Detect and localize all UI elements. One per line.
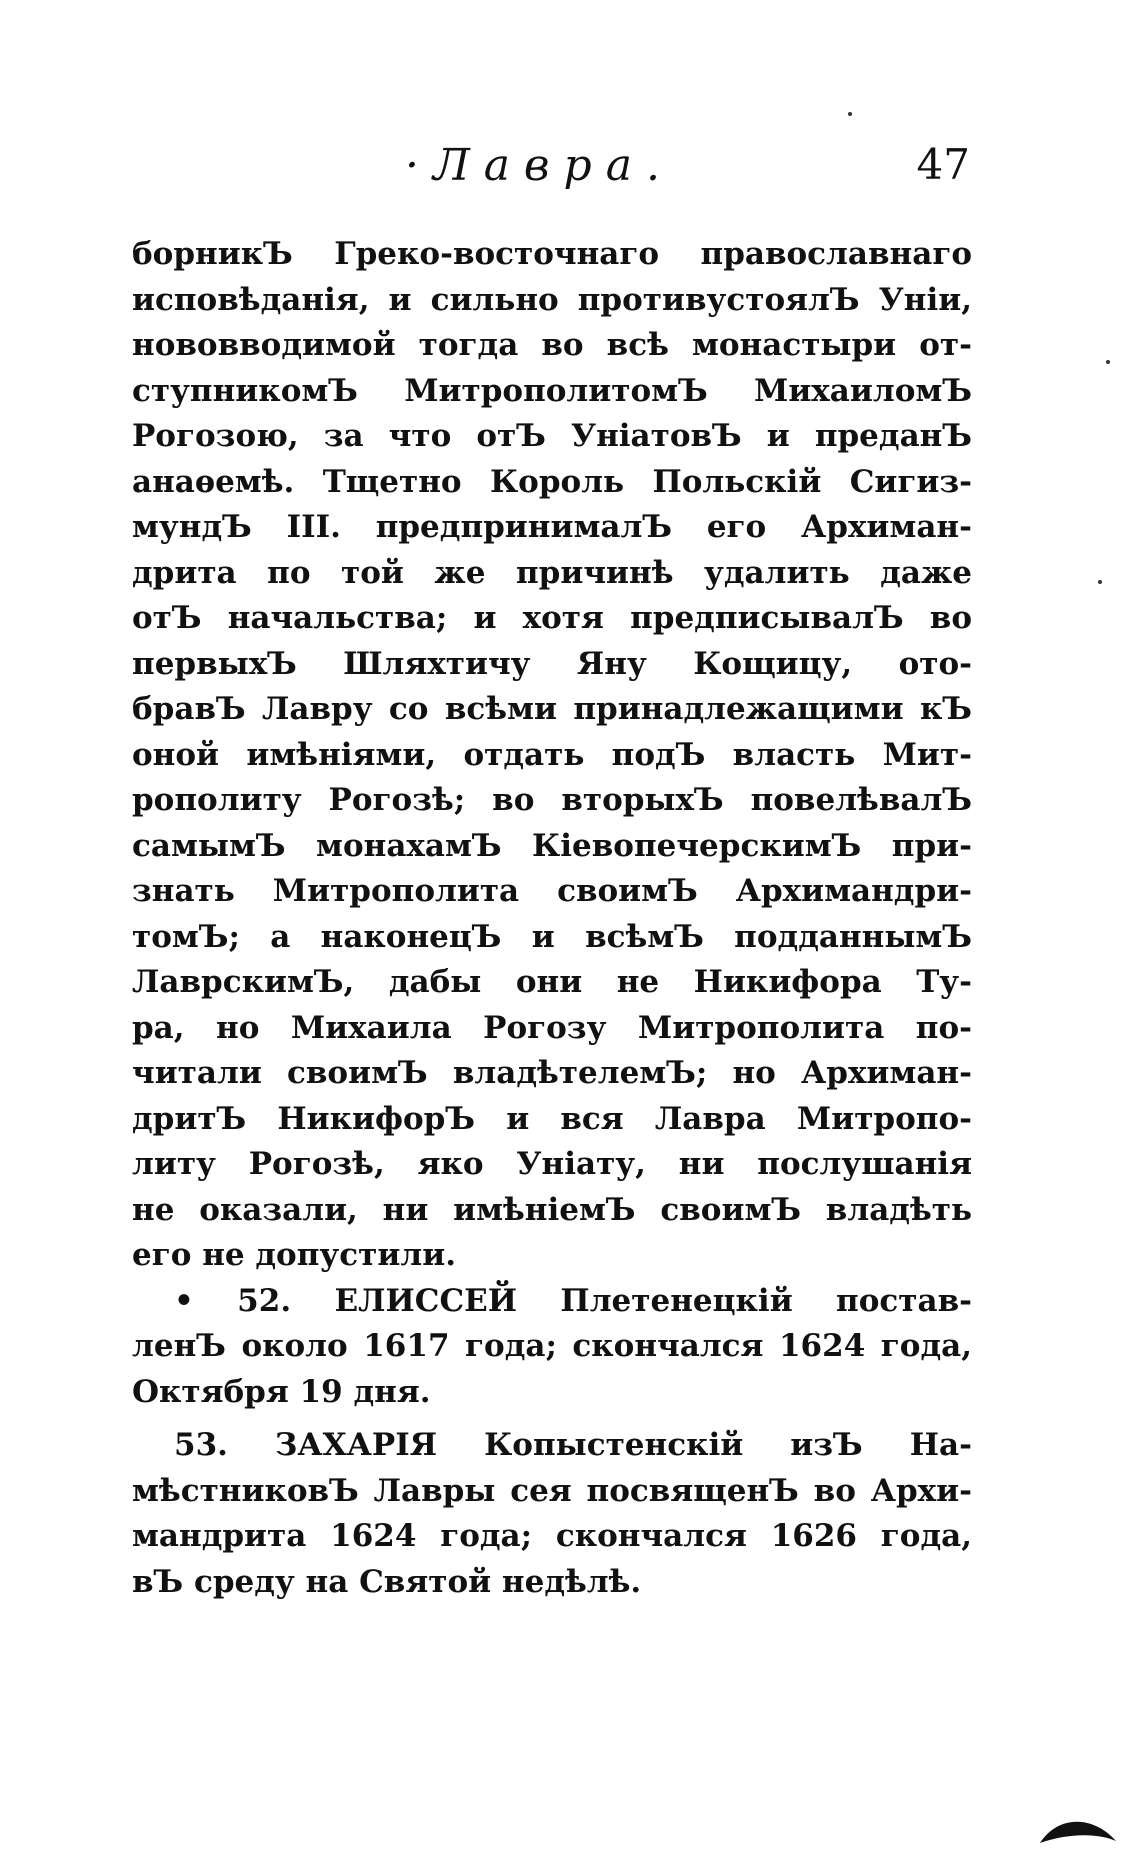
text-line: томЪ; а наконецЪ и всѣмЪ подданнымЪ <box>132 918 972 955</box>
text-line: бравЪ Лавру со всѣми принадлежащими кЪ <box>132 691 972 727</box>
text-line: Рогозою, за что отЪ УніатовЪ и преданЪ <box>132 418 972 454</box>
entry-52-line: Октября 19 дня. <box>132 1373 431 1410</box>
tailpiece-ornament-icon <box>1038 1811 1118 1851</box>
stray-dot-mark <box>848 112 852 116</box>
text-line: первыхЪ Шляхтичу Яну Кощицу, ото- <box>132 645 972 682</box>
text-line: ра, но Михаила Рогозу Митрополита по- <box>132 1009 972 1046</box>
entry-52-line: ленЪ около 1617 года; скончался 1624 года, <box>132 1328 972 1364</box>
text-line: его не допустили. <box>132 1237 456 1273</box>
text-line: литу Рогозѣ, яко Уніату, ни послушанія <box>132 1146 972 1182</box>
text-line: дритЪ НикифорЪ и вся Лавра Митропо- <box>132 1100 972 1137</box>
stray-dot-mark <box>1098 580 1102 584</box>
text-line: мундЪ III. предпринималЪ его Архиман- <box>132 509 972 545</box>
text-line: оной имѣніями, отдать подЪ власть Мит- <box>132 736 972 773</box>
entry-52-line: • 52. ЕЛИССЕЙ Плетенецкій постав- <box>174 1282 972 1319</box>
body-text <box>132 232 972 1605</box>
text-line: читали своимЪ владѣтелемЪ; но Архиман- <box>132 1055 972 1091</box>
text-line: борникЪ Греко-восточнаго православнаго <box>132 236 972 272</box>
text-line: не оказали, ни имѣніемЪ своимЪ владѣть <box>132 1191 972 1228</box>
entry-53-line: мѣстниковЪ Лавры сея посвященЪ во Архи- <box>132 1472 972 1509</box>
entry-53-line: вЪ среду на Святой недѣлѣ. <box>132 1563 642 1600</box>
text-line: нововводимой тогда во всѣ монастыри от- <box>132 327 972 363</box>
text-line: рополиту Рогозѣ; во вторыхЪ повелѣвалЪ <box>132 782 972 818</box>
text-line: отЪ начальства; и хотя предписывалЪ во <box>132 600 972 636</box>
text-line: знать Митрополита своимЪ Архимандри- <box>132 873 972 909</box>
page-header <box>130 140 970 210</box>
stray-dot-mark <box>1106 360 1110 364</box>
page-number: 47 <box>916 140 970 189</box>
entry-53-line: мандрита 1624 года; скончался 1626 года, <box>132 1518 972 1554</box>
running-title: ·Лавра. <box>405 140 674 191</box>
text-line: анаѳемѣ. Тщетно Король Польскій Сигиз- <box>132 463 972 500</box>
text-line: ЛаврскимЪ, дабы они не Никифора Ту- <box>132 964 972 1000</box>
text-line: исповѣданія, и сильно противустоялЪ Уніи, <box>132 281 972 318</box>
text-line: ступникомЪ МитрополитомЪ МихаиломЪ <box>132 372 972 409</box>
text-line: дрита по той же причинѣ удалить даже <box>132 554 972 591</box>
entry-53-line: 53. ЗАХАРІЯ Копыстенскій изЪ На- <box>174 1427 972 1463</box>
text-line: самымЪ монахамЪ КіевопечерскимЪ при- <box>132 827 972 864</box>
